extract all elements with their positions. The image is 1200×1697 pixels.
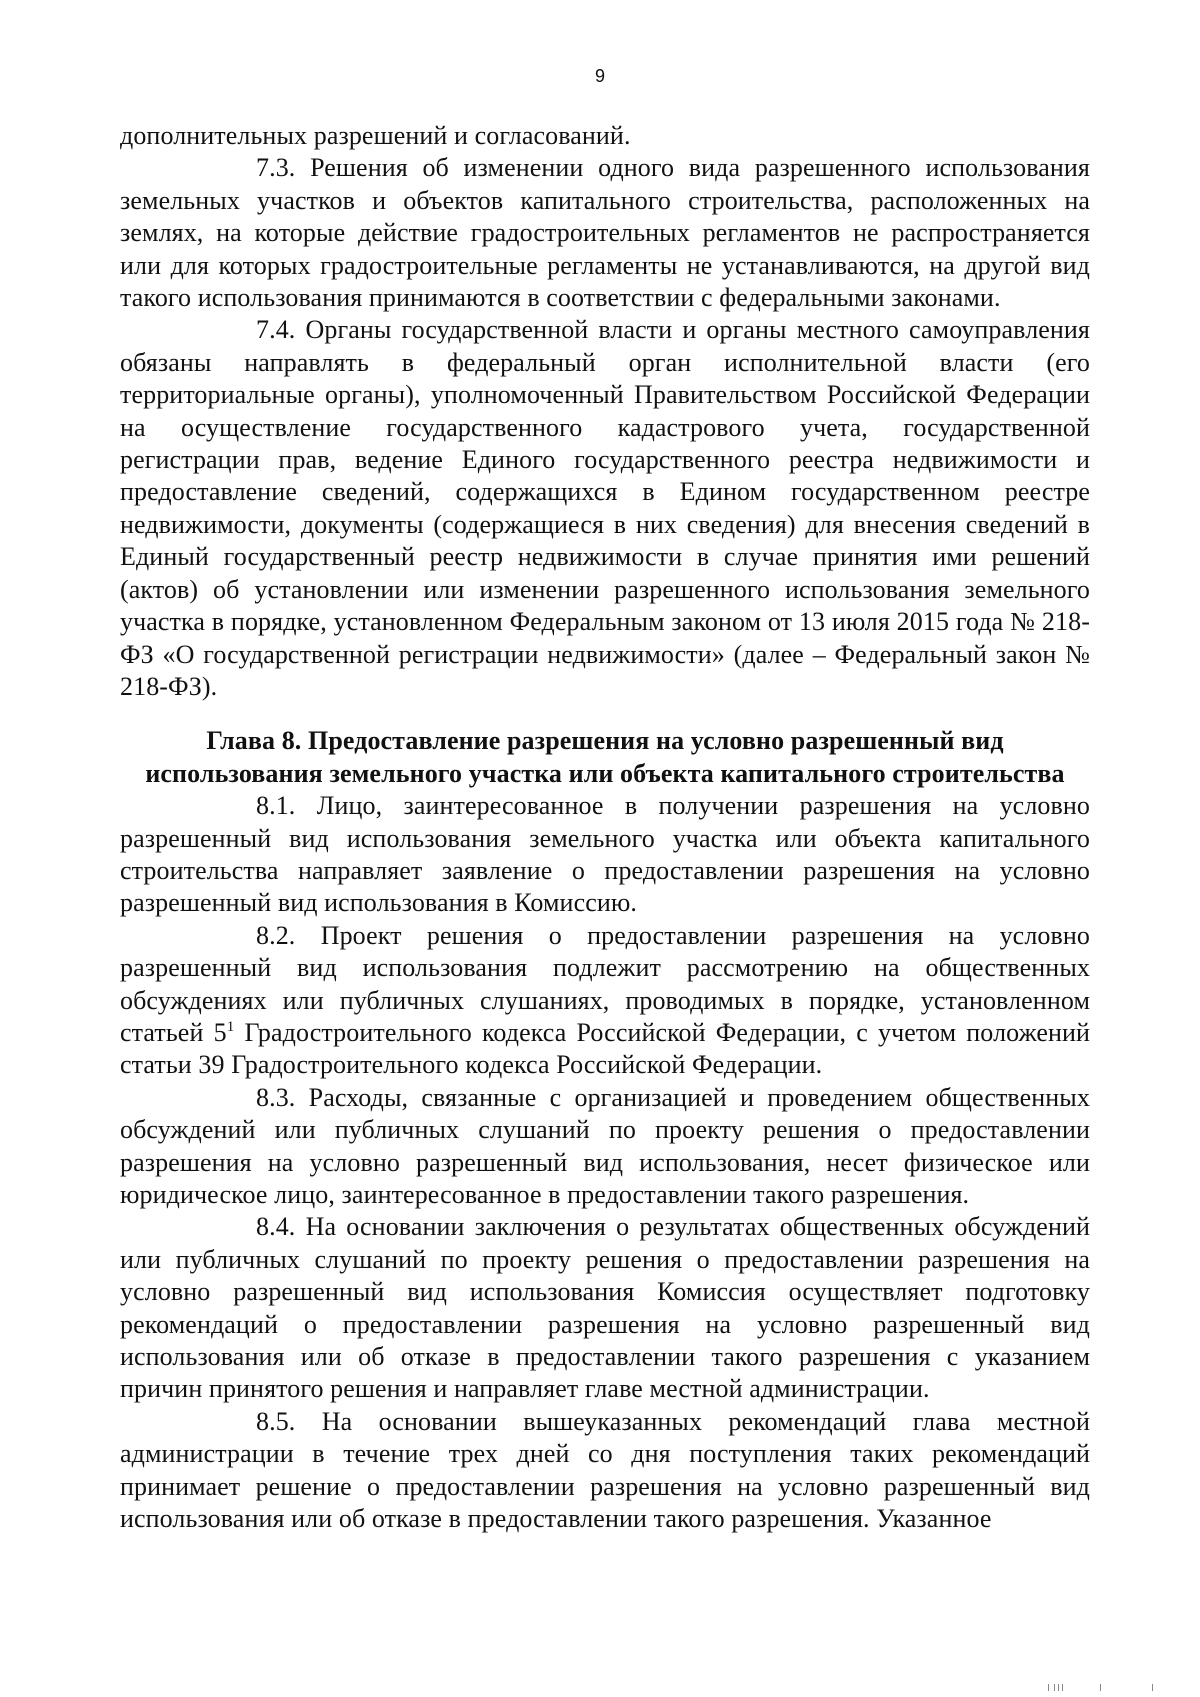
clause-number: 7.3. <box>256 153 296 183</box>
clause-number: 8.5. <box>256 1406 296 1436</box>
clause-number: 8.3. <box>256 1082 296 1112</box>
chapter-heading-line-2: использования земельного участка или объекта капитального строительства <box>145 758 1065 788</box>
paragraph-8-3 <box>120 1082 1090 1212</box>
superscript-article-index: 1 <box>226 1018 235 1035</box>
paragraph-continuation: дополнительных разрешений и согласований. <box>120 121 631 150</box>
paragraph-8-4 <box>120 1211 1090 1405</box>
clause-text: Проект решения о предоставлении разрешения на условно разрешенный вид использования подлежит рассмотрению на общественных обсуждениях или публичных слушаниях, проводимых в порядке, установленном статьей 5 <box>120 920 1090 1047</box>
paragraph-7-4 <box>120 314 1090 703</box>
paragraph-8-5 <box>120 1406 1090 1536</box>
clause-number: 8.2. <box>256 920 296 950</box>
clause-text: Органы государственной власти и органы местного самоуправления обязаны направлять в федеральный орган исполнительной власти (его территориальные органы), уполномоченный Правительством Российской Федерации на осуществление государственного кадастрового учета, государственной регистрации прав, ведение Единого государственного реестра недвижимости и предоставление сведений, содержащихся в Едином государственном реестре недвижимости, документы (содержащиеся в них сведения) для внесения сведений в Единый государственный реестр недвижимости в случае принятия ими решений (актов) об установлении или изменении разрешенного использования земельного участка в порядке, установленном Федеральным законом от 13 июля 2015 года № 218-ФЗ «О государственной регистрации недвижимости» (далее – Федеральный закон № 218-ФЗ). <box>120 315 1090 701</box>
chapter-heading <box>120 725 1090 790</box>
clause-text: Расходы, связанные с организацией и проведением общественных обсуждений или публичных слушаний по проекту решения о предоставлении разрешения на условно разрешенный вид использования, несет физическое или юридическое лицо, заинтересованное в предоставлении такого разрешения. <box>120 1082 1090 1209</box>
paragraph-8-2 <box>120 920 1090 1082</box>
paragraph-7-3 <box>120 152 1090 314</box>
page-number: 9 <box>594 66 605 86</box>
clause-number: 8.4. <box>256 1212 296 1242</box>
clause-text: Лицо, заинтересованное в получении разрешения на условно разрешенный вид использования земельного участка или объекта капитального строительства направляет заявление о предоставлении разрешения на условно разрешенный вид использования в Комиссию. <box>120 791 1090 918</box>
clause-text: На основании заключения о результатах общественных обсуждений или публичных слушаний по проекту решения о предоставлении разрешения на условно разрешенный вид использования Комиссия осуществляет подготовку рекомендаций о предоставлении разрешения на условно разрешенный вид использования или об отказе в предоставлении такого разрешения с указанием причин принятого решения и направляет главе местной администрации. <box>120 1212 1090 1404</box>
clause-text-continued: Градостроительного кодекса Российской Федерации, с учетом положений статьи 39 Градостроительного кодекса Российской Федерации. <box>120 1017 1090 1080</box>
paragraph-8-1 <box>120 790 1090 920</box>
document-body <box>120 120 1090 1535</box>
clause-text: Решения об изменении одного вида разрешенного использования земельных участков и объектов капитального строительства, расположенных на землях, на которые действие градостроительных регламентов не распространяется или для которых градостроительные регламенты не устанавливаются, на другой вид такого использования принимаются в соответствии с федеральными законами. <box>120 153 1090 313</box>
chapter-heading-line-1: Глава 8. Предоставление разрешения на условно разрешенный вид <box>206 726 1004 756</box>
clause-number: 8.1. <box>256 791 296 821</box>
clause-number: 7.4. <box>256 315 296 345</box>
clause-text: На основании вышеуказанных рекомендаций глава местной администрации в течение трех дней со дня поступления таких рекомендаций принимает решение о предоставлении разрешения на условно разрешенный вид использования или об отказе в предоставлении такого разрешения. Указанное <box>120 1406 1090 1534</box>
scan-artifact-marks <box>1040 1681 1160 1691</box>
